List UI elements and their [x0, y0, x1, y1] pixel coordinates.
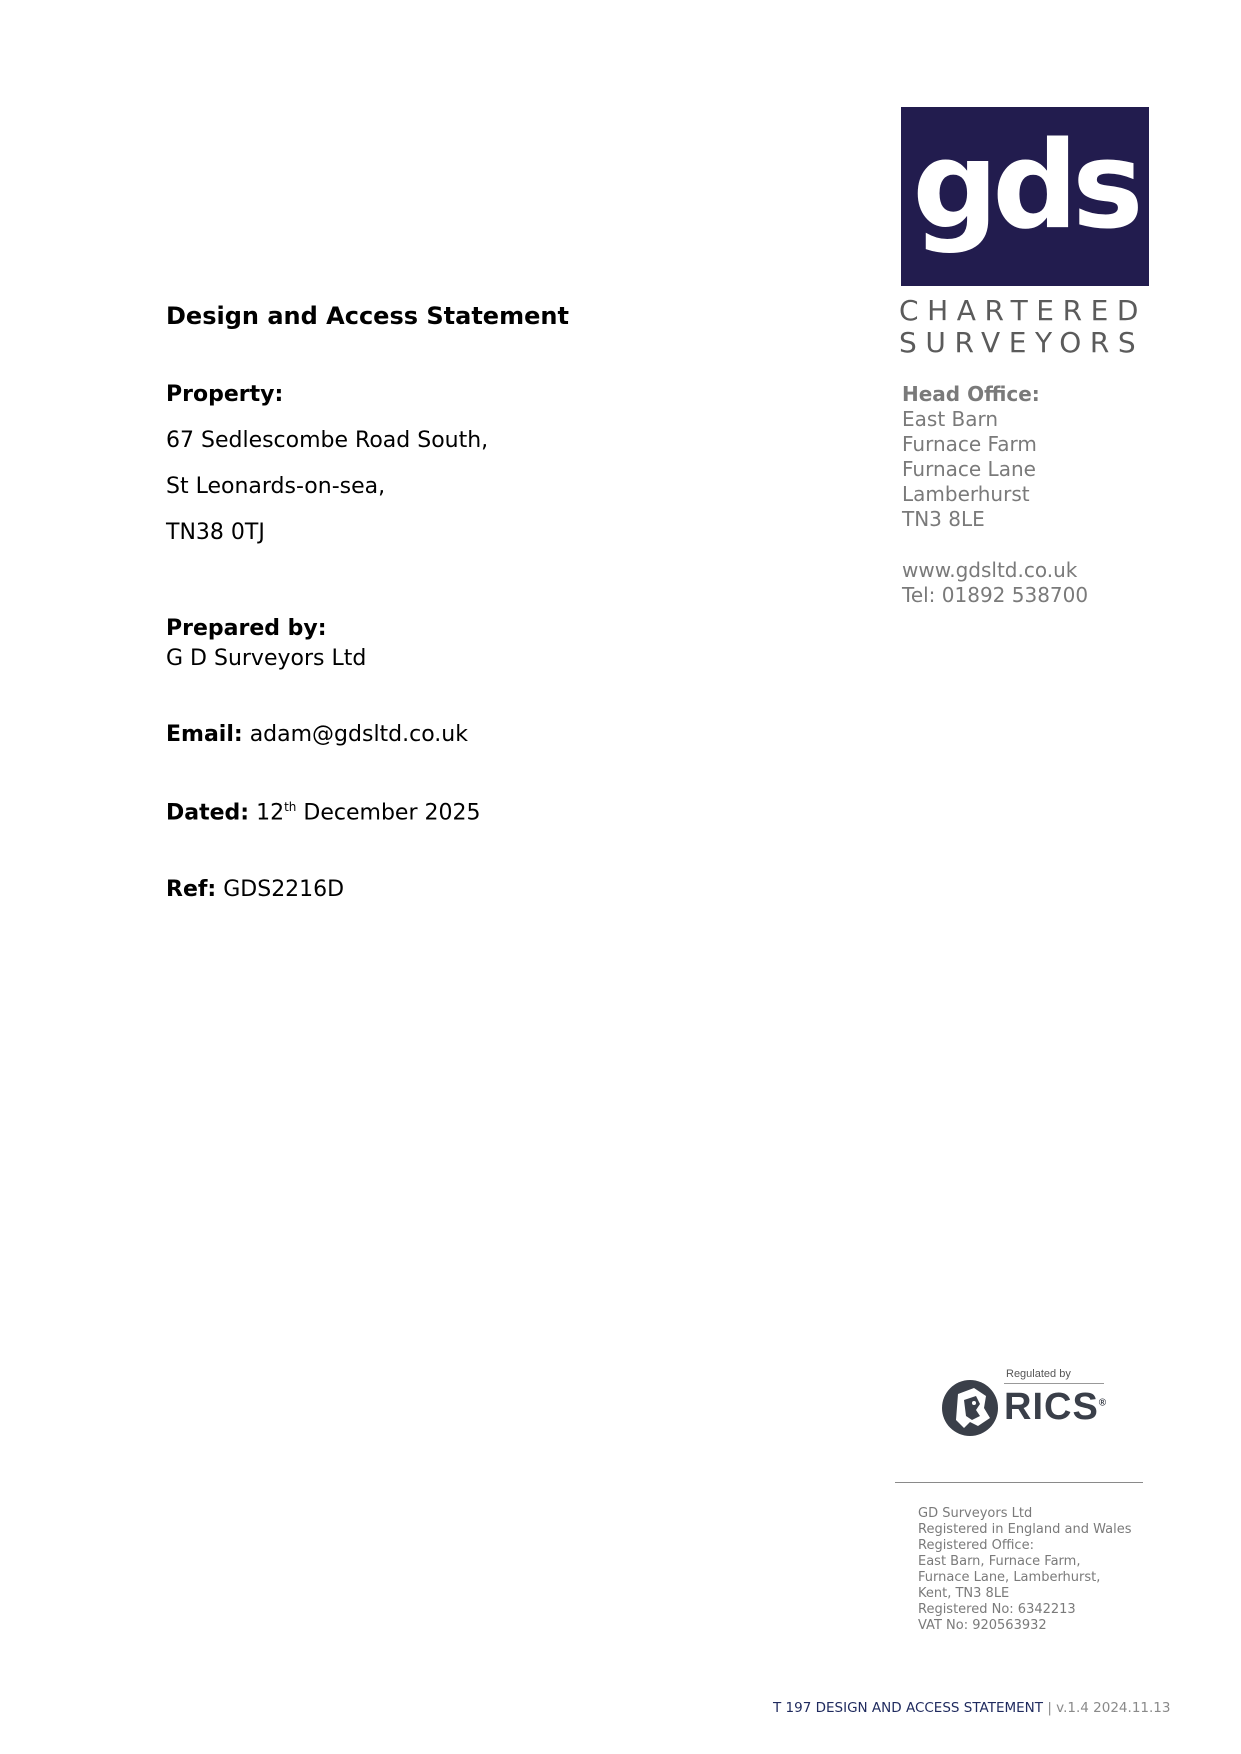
email-row: [166, 722, 468, 747]
email-value[interactable]: adam@gdsltd.co.uk: [249, 722, 468, 747]
head-office-tel: Tel: 01892 538700: [902, 583, 1089, 607]
gds-logo-text: gds: [912, 117, 1138, 256]
legal-line-6: Kent, TN3 8LE: [918, 1586, 1010, 1601]
email-label: Email:: [166, 722, 243, 747]
gds-logo: [901, 107, 1149, 286]
lion-head-icon: [940, 1374, 1000, 1440]
footer-doc-name: T 197 DESIGN AND ACCESS STATEMENT: [773, 1700, 1044, 1716]
legal-line-5: Furnace Lane, Lamberhurst,: [918, 1570, 1101, 1585]
legal-line-1: GD Surveyors Ltd: [918, 1506, 1033, 1521]
legal-line-3: Registered Office:: [918, 1538, 1034, 1553]
head-office-label: Head Office:: [902, 382, 1040, 406]
prepared-label: Prepared by:: [166, 616, 327, 641]
divider: [895, 1482, 1143, 1483]
head-office-line-5: TN3 8LE: [902, 507, 985, 531]
ref-label: Ref:: [166, 877, 217, 902]
rics-rule: [1004, 1383, 1104, 1384]
dated-day: 12: [256, 800, 285, 826]
prepared-value: G D Surveyors Ltd: [166, 646, 367, 671]
footer-separator: |: [1047, 1700, 1052, 1716]
legal-line-4: East Barn, Furnace Farm,: [918, 1554, 1081, 1569]
dated-label: Dated:: [166, 800, 250, 826]
dated-suffix: th: [284, 800, 297, 814]
head-office-line-2: Furnace Farm: [902, 432, 1037, 456]
rics-wordmark: RICS®: [1004, 1386, 1108, 1428]
property-line-2: St Leonards-on-sea,: [166, 474, 386, 499]
page-footer: [773, 1700, 1170, 1716]
dated-rest: December 2025: [303, 800, 481, 826]
head-office-web[interactable]: www.gdsltd.co.uk: [902, 558, 1078, 582]
legal-line-8: VAT No: 920563932: [918, 1618, 1047, 1633]
head-office-line-4: Lamberhurst: [902, 482, 1030, 506]
property-label: Property:: [166, 382, 284, 407]
legal-line-7: Registered No: 6342213: [918, 1602, 1076, 1617]
footer-version: v.1.4 2024.11.13: [1056, 1700, 1171, 1716]
logo-chartered: CHARTERED: [899, 294, 1148, 327]
logo-surveyors: SURVEYORS: [899, 326, 1145, 359]
rics-regulated-by: Regulated by: [1006, 1368, 1071, 1380]
rics-logo: [940, 1368, 1120, 1448]
legal-line-2: Registered in England and Wales: [918, 1522, 1132, 1537]
dated-row: [166, 800, 480, 825]
ref-row: [166, 877, 344, 902]
ref-value: GDS2216D: [223, 877, 345, 902]
head-office-line-1: East Barn: [902, 407, 999, 431]
head-office-line-3: Furnace Lane: [902, 457, 1036, 481]
property-line-1: 67 Sedlescombe Road South,: [166, 428, 489, 453]
document-title: Design and Access Statement: [166, 302, 569, 330]
property-line-3: TN38 0TJ: [166, 520, 265, 545]
